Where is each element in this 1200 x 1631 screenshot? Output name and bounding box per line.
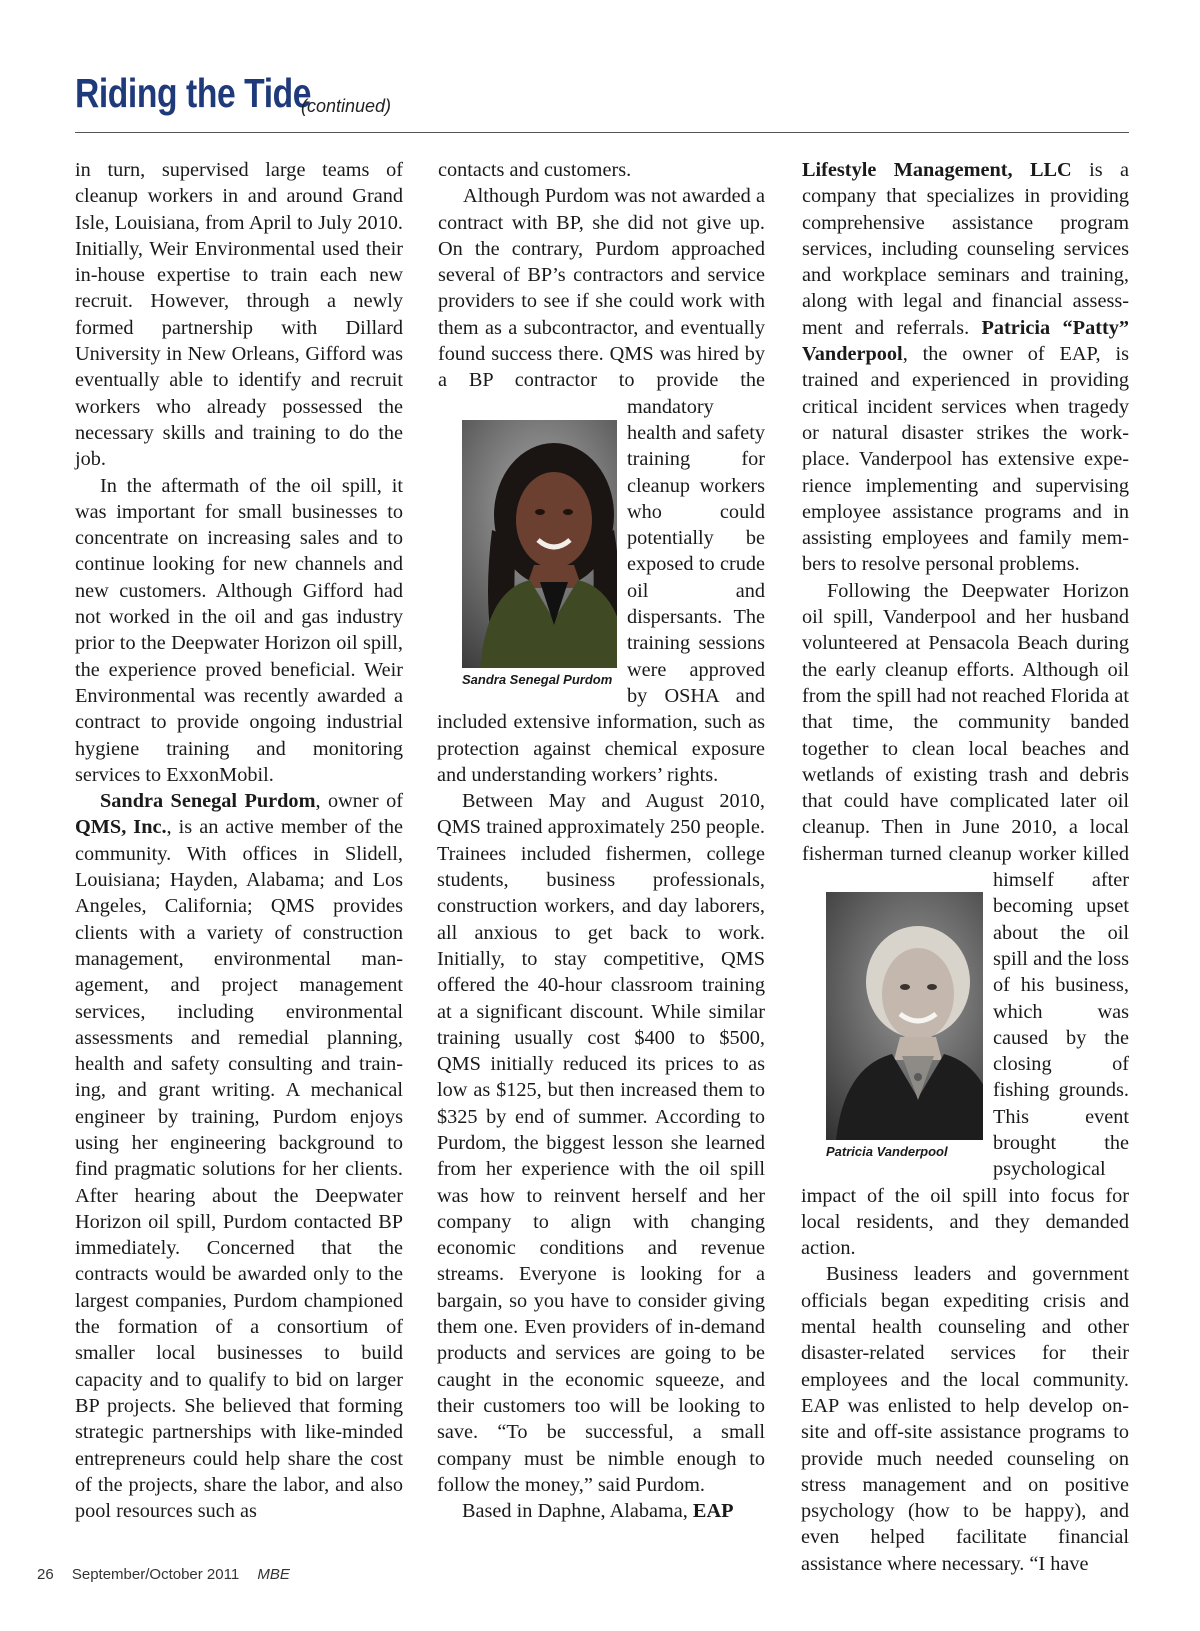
magazine-name: MBE bbox=[257, 1566, 290, 1583]
paragraph: in turn, supervised large teams of cleanup workers in and around Grand Isle, Louisiana, from April to July 2010. Initially, Weir Environmental used their in-house expertise to train each new recruit. However, through a newly formed partnership with Dillard University in New Orleans, Gifford was eventually able to identify and recruit workers who already possessed the necessary skills and training to do the job. bbox=[75, 159, 403, 471]
page-header bbox=[75, 68, 1129, 133]
figure-vanderpool bbox=[801, 892, 983, 1160]
person-name: Patricia “Patty” Vanderpool bbox=[802, 316, 1129, 366]
company-name: EAP bbox=[692, 1500, 734, 1523]
page-footer bbox=[37, 1566, 304, 1583]
paragraph: Between May and August 2010, QMS trained approximately 250 people. Trainees included fishermen, college students, business professionals, construction workers, and day laborers, all anxious to get back to work. Initially, to stay competitive, QMS offered the 40-hour classroom training at a significant discount. While similar training usually cost $400 to $500, QMS initially reduced its prices to as low as $125, but then increased them to $325 by end of summer. According to Purdom, the biggest lesson she learned from her experience with the oil spill was how to reinvent herself and her company to align with changing economic conditions and revenue streams. Everyone is looking for a bargain, so you have to consider giving them one. Even providers of in-demand products and services are going to be caught in the economic squeeze, and their customers too will be looking to save. “To be successful, a small company must be nimble enough to follow the money,” said Purdom. bbox=[437, 790, 765, 1496]
column-3 bbox=[801, 157, 1129, 1577]
paragraph: Patricia Vanderpool Following the Deepwater Horizon oil spill, Vanderpool and her husband volunteered at Pensacola Beach during the early cleanup efforts. Although oil from the spill had not reached Florida at that time, the community banded together to clean local beaches and wetlands of existing trash and debris that could have complicated later oil cleanup. Then in June 2010, a local fisherman turned cleanup worker killed himself after becoming upset about the oil spill and the loss of his business, which was caused by the closing of fishing grounds. This event brought the psychological impact of the oil spill into focus for local residents, and they demanded action. bbox=[801, 579, 1129, 1260]
page-number: 26 bbox=[37, 1566, 54, 1583]
column-2 bbox=[437, 157, 765, 1524]
portrait-photo bbox=[801, 892, 983, 1140]
paragraph: Based in Daphne, Alabama, EAP bbox=[462, 1500, 734, 1523]
portrait-photo bbox=[437, 420, 617, 668]
photo-caption: Sandra Senegal Purdom bbox=[462, 672, 613, 687]
photo-caption: Patricia Vanderpool bbox=[826, 1144, 948, 1159]
company-name: QMS, Inc. bbox=[75, 816, 167, 839]
paragraph: Lifestyle Management, LLC is a company that specializes in providing comprehensive assistance program services, including counseling services and workplace seminars and training, along with legal and financial assessment and referrals. Patricia “Patty” Vanderpool, the owner of EAP, is trained and experienced in providing critical incident services when tragedy or natural disaster strikes the workplace. Vanderpool has extensive experience implementing and supervising employee assistance programs and in assisting employees and family members to resolve personal problems. bbox=[802, 159, 1130, 576]
article-subtitle: (continued) bbox=[301, 96, 392, 116]
issue-date: September/October 2011 bbox=[71, 1566, 240, 1583]
paragraph: contacts and customers. bbox=[438, 159, 632, 181]
company-name: Lifestyle Management, LLC bbox=[802, 159, 1072, 181]
figure-purdom bbox=[437, 420, 617, 688]
paragraph: Business leaders and government officials began expediting crisis and mental health counseling and other disaster-related services for their employees and the local community. EAP was enlisted to help develop on-site and off-site assistance programs to provide much needed counseling on stress management and on positive psychology (how to be happy), and even helped facilitate financial assistance where necessary. “I have bbox=[801, 1263, 1129, 1575]
article-title: Riding the Tide bbox=[75, 70, 312, 116]
paragraph: Sandra Senegal Purdom, owner of QMS, Inc., is an active member of the community. With offices in Slidell, Louisiana; Hayden, Alabama; and Los Angeles, California; QMS provides clients with a variety of construction management, environmental management, and project management services, including environmental assessments and remedial planning, health and safety consulting and training, and grant writing. A mechanical engineer by training, Purdom enjoys using her engineering background to find pragmatic solutions for her clients. After hearing about the Deepwater Horizon oil spill, Purdom contacted BP immediately. Concerned that the contracts would be awarded only to the largest companies, Purdom championed the formation of a consortium of smaller local businesses to build capacity and to qualify to bid on larger BP projects. She believed that forming strategic partnerships with like-minded entrepreneurs could help share the cost of the projects, share the labor, and also pool resources such as bbox=[75, 790, 403, 1523]
paragraph: In the aftermath of the oil spill, it was important for small businesses to concentrate on increasing sales and to continue looking for new channels and new customers. Although Gifford had not worked in the oil and gas industry prior to the Deepwater Horizon oil spill, the experience proved beneficial. Weir Environmental was recently awarded a contract to provide ongoing industrial hygiene training and monitoring services to ExxonMobil. bbox=[75, 474, 403, 786]
paragraph: Sandra Senegal Purdom Although Purdom was not awarded a contract with BP, she did not give up. On the contrary, Purdom approached several of BP’s contractors and service providers to see if she could work with them as a subcontractor, and eventually found success there. QMS was hired by a BP contractor to provide the mandatory health and safety training for cleanup workers who could potentially be exposed to crude oil and dispersants. The training sessions were approved by OSHA and included extensive information, such as protection against chemical exposure and understanding workers’ rights. bbox=[437, 185, 765, 786]
column-1 bbox=[75, 157, 403, 1524]
person-name: Sandra Senegal Purdom bbox=[100, 790, 316, 813]
